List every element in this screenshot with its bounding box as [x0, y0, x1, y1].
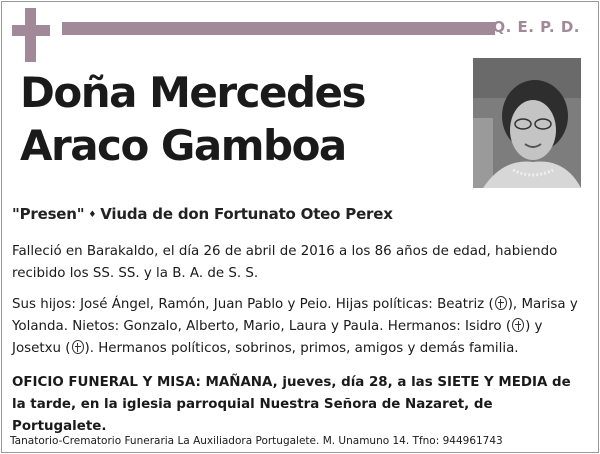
family-text-1: Sus hijos: José Ángel, Ramón, Juan Pablo y Peio. Hijas políticas: Beatriz (: [12, 297, 494, 312]
name-line-2: Araco Gamboa: [20, 121, 346, 170]
cross-icon: [12, 8, 50, 62]
portrait-photo: [473, 58, 581, 188]
relation: Viuda de don Fortunato Oteo Perex: [100, 205, 393, 223]
deceased-cross-icon: [495, 296, 507, 310]
deceased-cross-icon: [72, 340, 84, 354]
family-text-4: ). Hermanos políticos, sobrinos, primos, amigos y demás familia.: [84, 341, 519, 356]
subtitle: [12, 205, 393, 223]
header-bar: [62, 22, 495, 35]
deceased-name: [20, 66, 460, 172]
family-text-2: ), Marisa y Yolanda. Nietos: Gonzalo, Alberto, Mario, Laura y Paula. Hermanos: Isidro (: [12, 297, 578, 334]
family-text-3: ) y Josetxu (: [12, 319, 543, 356]
diamond-separator-icon: ♦: [88, 210, 97, 220]
nickname: "Presen": [12, 205, 85, 223]
family-paragraph: [12, 294, 580, 360]
portrait-image: [473, 58, 581, 188]
qepd-label: Q. E. P. D.: [492, 18, 580, 36]
name-line-1: Doña Mercedes: [20, 68, 366, 117]
death-notice-paragraph: Falleció en Barakaldo, el día 26 de abril de 2016 a los 86 años de edad, habiendo recibido los SS. SS. y la B. A. de S. S.: [12, 244, 558, 281]
deceased-cross-icon: [512, 318, 524, 332]
funeral-home-footer: Tanatorio-Crematorio Funeraria La Auxiliadora Portugalete. M. Unamuno 14. Tfno: 944961743: [10, 435, 503, 447]
funeral-service-paragraph: OFICIO FUNERAL Y MISA: MAÑANA, jueves, día 28, a las SIETE Y MEDIA de la tarde, en la iglesia parroquial Nuestra Señora de Nazaret, de Portugalete.: [12, 375, 571, 434]
